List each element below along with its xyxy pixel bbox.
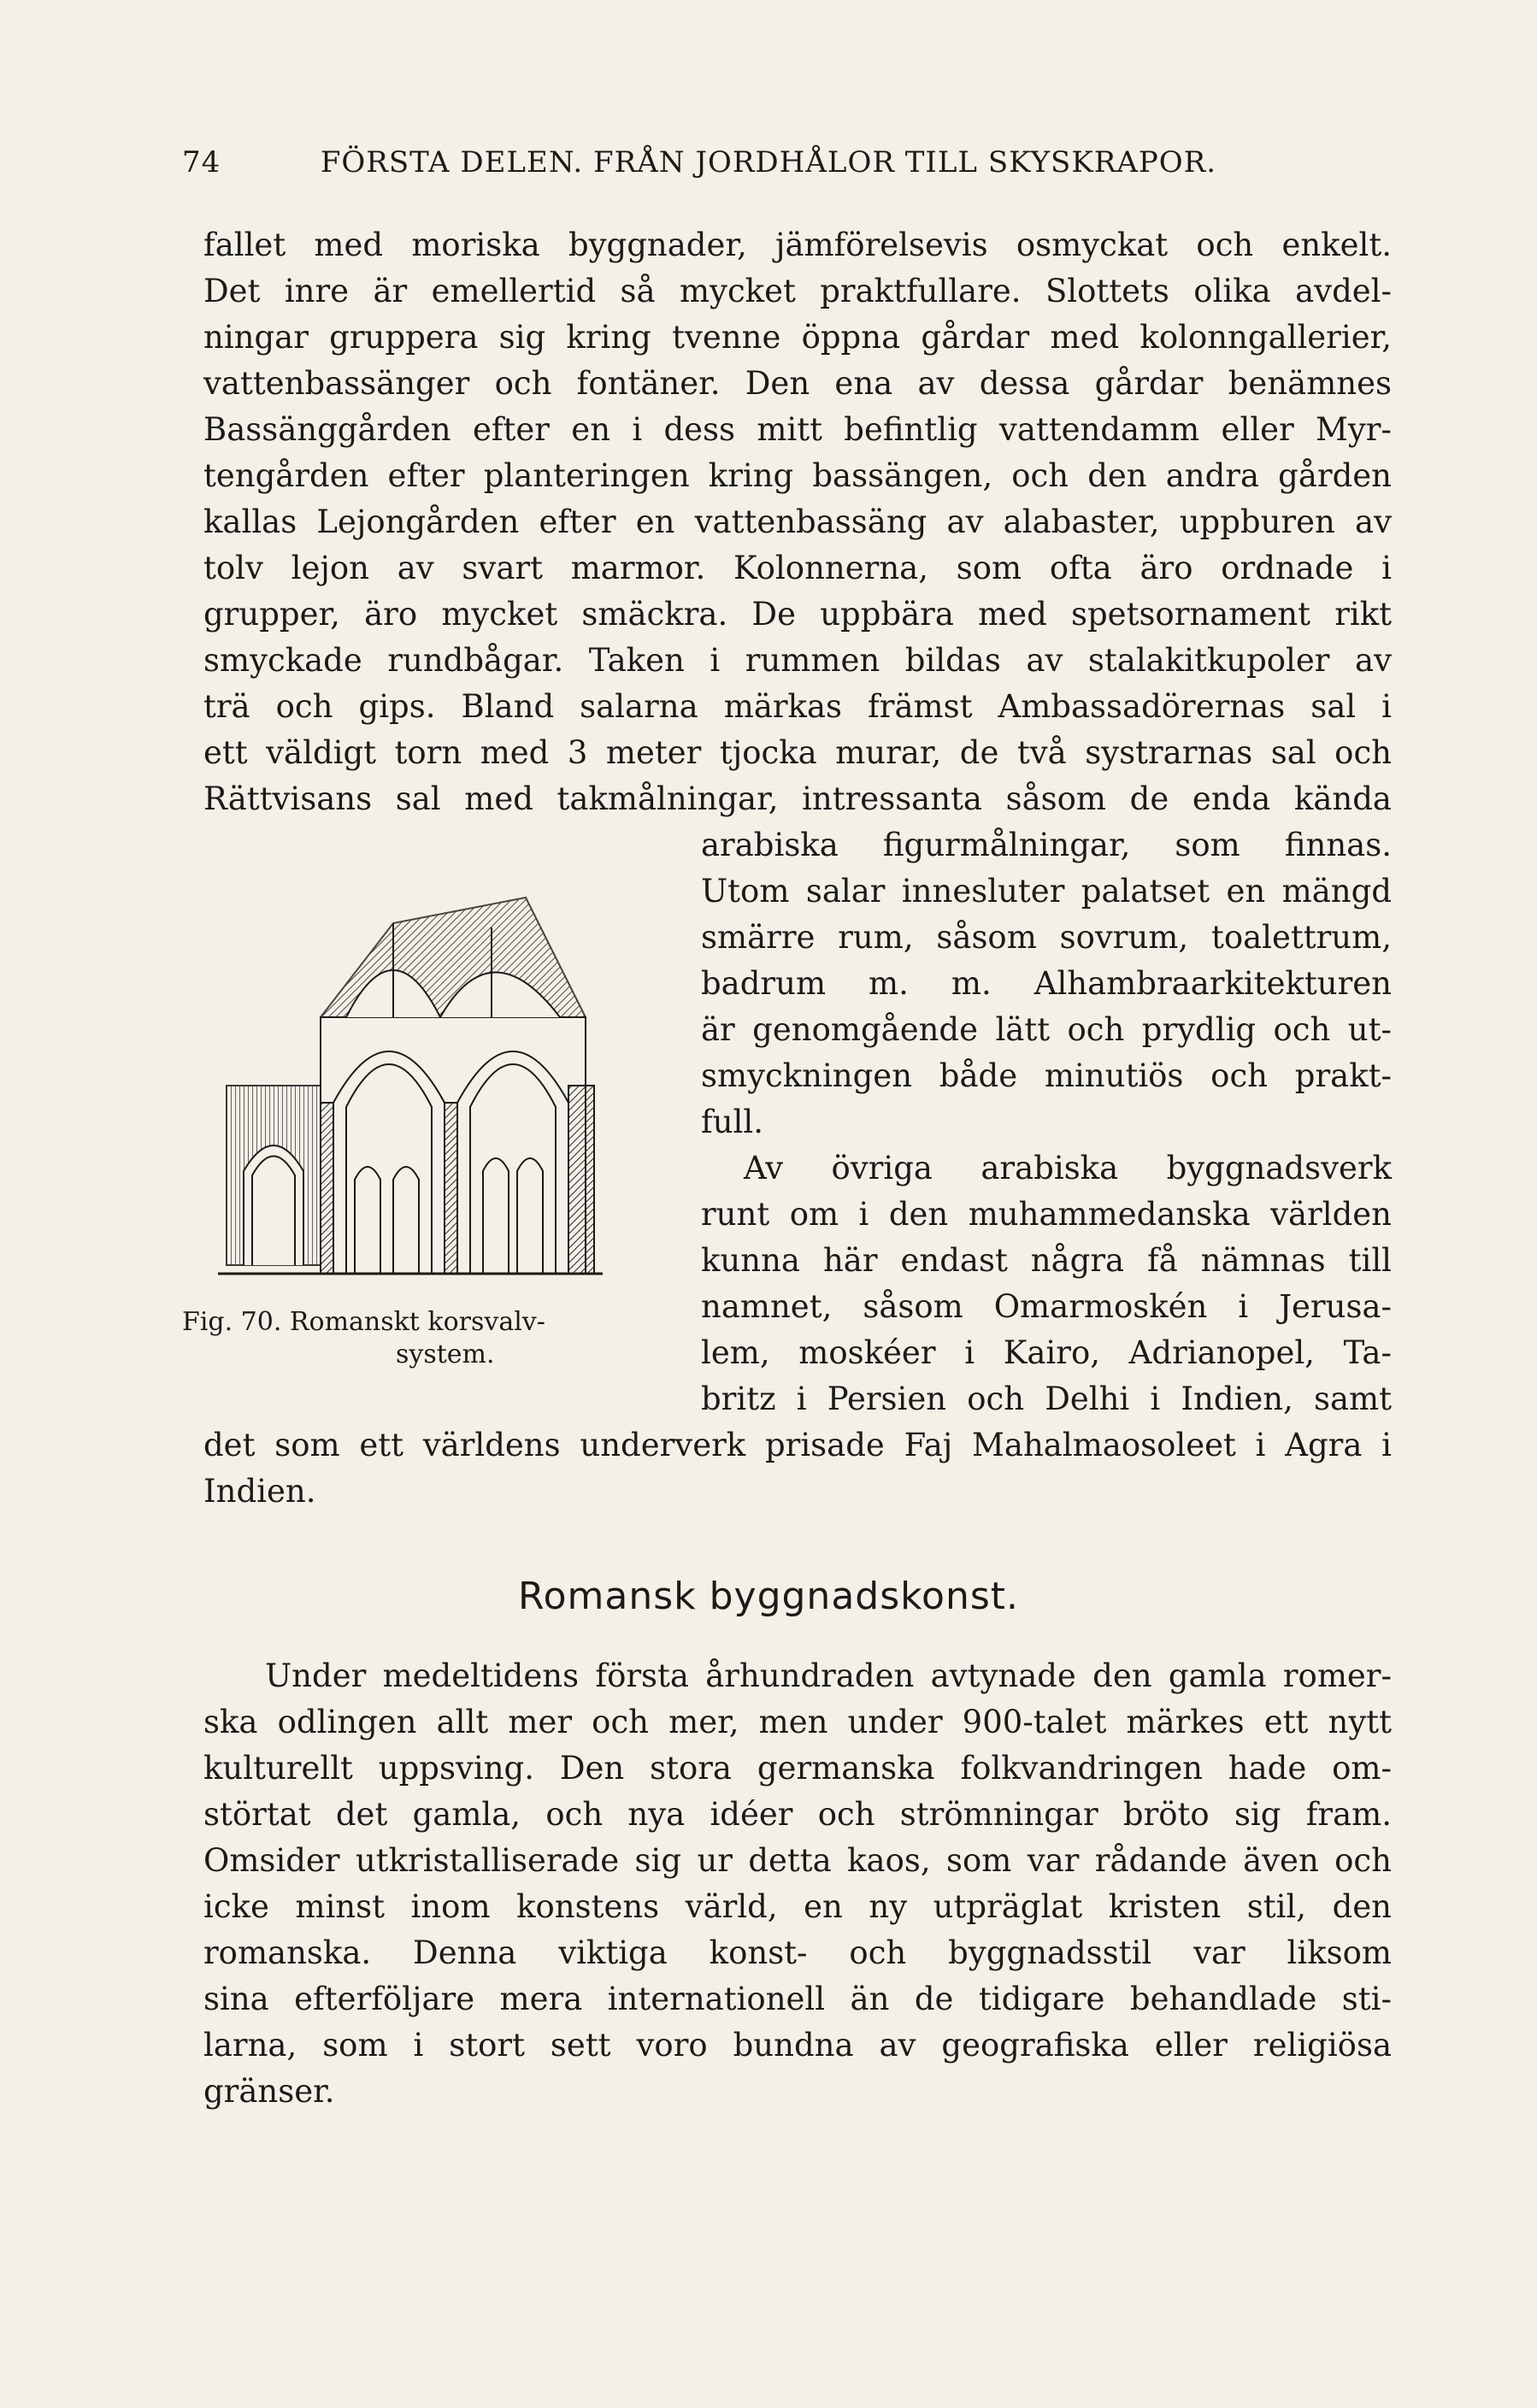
text-line: ningar gruppera sig kring tvenne öppna gårdar med kolonngallerier,: [203, 319, 1392, 356]
text-line: tolv lejon av svart marmor. Kolonnerna, som ofta äro ordnade i: [203, 550, 1392, 586]
section-heading: Romansk byggnadskonst.: [517, 1575, 1020, 1618]
text-line: gränser.: [203, 2073, 335, 2110]
text-line: britz i Persien och Delhi i Indien, samt: [701, 1381, 1392, 1417]
text-line: störtat det gamla, och nya idéer och strömningar bröto sig fram.: [203, 1796, 1392, 1833]
text-line: kulturellt uppsving. Den stora germanska folkvandringen hade om-: [203, 1750, 1392, 1787]
text-line: badrum m. m. Alhambraarkitekturen: [701, 965, 1392, 1002]
text-line: Rättvisans sal med takmålningar, intressanta såsom de enda kända: [203, 780, 1392, 817]
text-line: Omsider utkristalliserade sig ur detta kaos, som var rådande även och: [203, 1842, 1392, 1879]
text-line: runt om i den muhammedanska världen: [701, 1196, 1392, 1233]
text-line: Utom salar innesluter palatset en mängd: [701, 873, 1392, 910]
running-header: [182, 145, 1293, 180]
caption-line: Fig. 70. Romanskt korsvalv-: [182, 1307, 545, 1337]
text-line: arabiska figurmålningar, som finnas.: [701, 827, 1392, 863]
text-line: Under medeltidens första århundraden avtynade den gamla romer-: [265, 1657, 1392, 1694]
text-line: romanska. Denna viktiga konst- och byggnadsstil var liksom: [203, 1934, 1392, 1971]
text-line: sina efterföljare mera internationell än de tidigare behandlade sti-: [203, 1981, 1392, 2017]
text-line: tengården efter planteringen kring bassängen, och den andra gården: [203, 457, 1392, 494]
text-line: trä och gips. Bland salarna märkas främst Ambassadörernas sal i: [203, 688, 1392, 725]
text-line: smärre rum, såsom sovrum, toalettrum,: [701, 919, 1392, 956]
text-line: larna, som i stort sett voro bundna av geografiska eller religiösa: [203, 2027, 1392, 2064]
text-line: grupper, äro mycket smäckra. De uppbära med spetsornament rikt: [203, 596, 1392, 633]
text-line: Bassänggården efter en i dess mitt befintlig vattendamm eller Myr-: [203, 411, 1392, 448]
romanesque-vault-illustration: [209, 889, 675, 1308]
figure-caption: [182, 1306, 695, 1370]
text-line: Det inre är emellertid så mycket praktfullare. Slottets olika avdel-: [203, 273, 1392, 309]
text-line: namnet, såsom Omarmoskén i Jerusa-: [701, 1288, 1392, 1325]
text-line: icke minst inom konstens värld, en ny utpräglat kristen stil, den: [203, 1888, 1392, 1925]
text-line: kunna här endast några få nämnas till: [701, 1242, 1392, 1279]
text-line: är genomgående lätt och prydlig och ut-: [701, 1011, 1392, 1048]
text-line: smyckningen både minutiös och prakt-: [701, 1057, 1392, 1094]
text-line: ett väldigt torn med 3 meter tjocka murar, de två systrarnas sal och: [203, 734, 1392, 771]
running-title: FÖRSTA DELEN. FRÅN JORDHÅLOR TILL SKYSKRAPOR.: [320, 145, 1217, 180]
text-line: Av övriga arabiska byggnadsverk: [744, 1150, 1392, 1186]
text-line: det som ett världens underverk prisade Faj Mahalmaosoleet i Agra i: [203, 1427, 1392, 1463]
text-line: smyckade rundbågar. Taken i rummen bildas av stalakitkupoler av: [203, 642, 1392, 679]
text-line: lem, moskéer i Kairo, Adrianopel, Ta-: [701, 1334, 1392, 1371]
caption-line: system.: [396, 1339, 495, 1369]
text-line: full.: [701, 1104, 763, 1140]
text-line: ska odlingen allt mer och mer, men under 900-talet märkes ett nytt: [203, 1704, 1392, 1740]
text-line: kallas Lejongården efter en vattenbassäng av alabaster, uppburen av: [203, 503, 1392, 540]
page-number: 74: [182, 145, 221, 180]
text-line: vattenbassänger och fontäner. Den ena av dessa gårdar benämnes: [203, 365, 1392, 402]
text-line: fallet med moriska byggnader, jämförelsevis osmyckat och enkelt.: [203, 227, 1392, 263]
text-line: Indien.: [203, 1473, 316, 1510]
